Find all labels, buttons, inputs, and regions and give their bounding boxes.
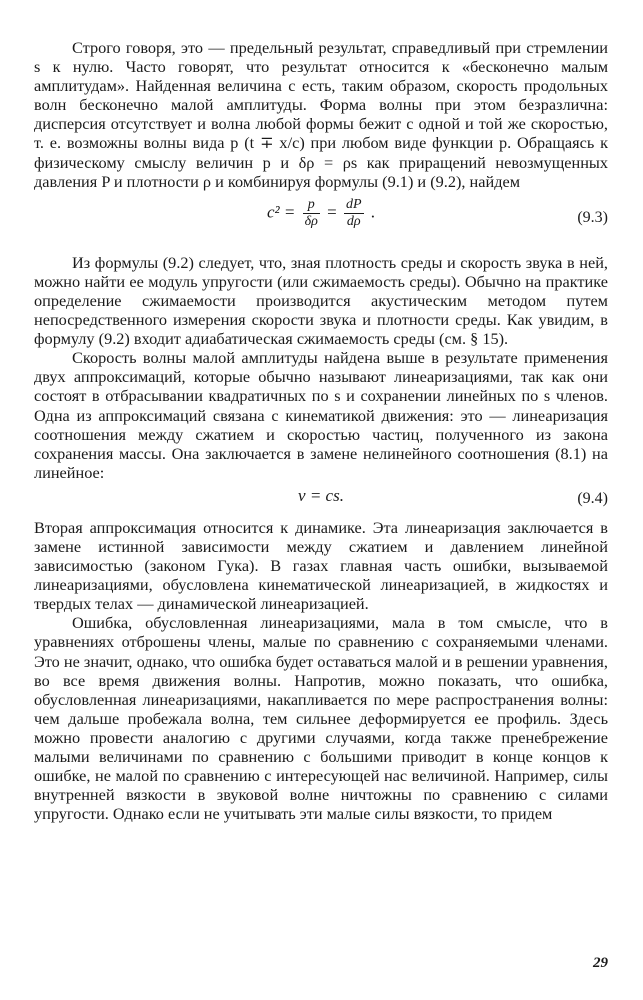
paragraph-3: Скорость волны малой амплитуды найдена выше в результате применения двух аппроксимаций, которые обычно называют линеаризациями, так как они состоят в отбрасывании квадратичных по s и сохранении линейных по s членов. Одна из аппроксимаций связана с кинематикой движения: это — линеаризация соотношения между сжатием и скоростью частиц, полученного из закона сохранения массы. Она заключается в замене нелинейного соотношения (8.1) на линейное: <box>34 348 608 482</box>
formula-9-3-frac-2 <box>344 197 364 230</box>
page-body <box>34 38 608 823</box>
formula-9-3-lhs: c² = <box>266 202 296 222</box>
formula-9-3-number: (9.3) <box>577 208 608 226</box>
formula-9-3-eq: = <box>327 202 337 222</box>
frac-1-denominator: δρ <box>304 213 318 229</box>
frac-2-numerator: dP <box>345 196 362 212</box>
formula-9-4 <box>34 486 608 516</box>
formula-9-3 <box>34 197 608 247</box>
formula-9-4-number: (9.4) <box>577 489 608 507</box>
paragraph-4: Вторая аппроксимация относится к динамике. Эта линеаризация заключается в замене истинной зависимости между сжатием и давлением линейной зависимостью (законом Гука). В газах главная часть ошибки, вызываемой линеаризациями, обусловлена кинематической линеаризацией, в жидкостях и твердых телах — динамической линеаризацией. <box>34 517 608 614</box>
formula-9-3-end: . <box>370 202 375 222</box>
formula-9-3-frac-1 <box>303 197 320 230</box>
frac-1-numerator: p <box>303 197 320 214</box>
paragraph-1: Строго говоря, это — предельный результат, справедливый при стремлении s к нулю. Часто говорят, что результат относится к «бесконечно малым амплитудам». Найденная величина c есть, таким образом, скорость продольных волн бесконечно малой амплитуды. Форма волны при этом безразлична: дисперсия отсутствует и волна любой формы бежит с одной и той же скоростью, т. е. возможны волны вида p (t ∓ x/c) при любом виде функции p. Обращаясь к физическому смыслу величин p и δρ = ρs как приращений невозмущенных давления P и плотности ρ и комбинируя формулы (9.1) и (9.2), найдем <box>34 38 608 191</box>
formula-9-4-expr: v = cs. <box>298 485 344 505</box>
page-number: 29 <box>593 955 608 971</box>
paragraph-5: Ошибка, обусловленная линеаризациями, мала в том смысле, что в уравнениях отброшены члены, малые по сравнению с сохраняемыми членами. Это не значит, однако, что ошибка будет оставаться малой и в решении уравнения, во все время движения волны. Напротив, можно показать, что ошибка, обусловленная линеаризациями, накапливается по мере распространения волны: чем дальше пробежала волна, тем сильнее деформируется ее профиль. Здесь можно провести аналогию с другими случаями, когда также пренебрежение малыми величинами по сравнению с большими приводит в конце концов к ошибке, не малой по сравнению с интересующей нас величиной. Например, силы внутренней вязкости в звуковой волне ничтожны по сравнению с силами упругости. Однако если не учитывать эти малые силы вязкости, то придем <box>34 613 608 824</box>
paragraph-2: Из формулы (9.2) следует, что, зная плотность среды и скорость звука в ней, можно найти ее модуль упругости (или сжимаемость среды). Обычно на практике определение сжимаемости производится акустическим методом путем непосредственного измерения скорости звука и плотности среды. Как увидим, в формулу (9.2) входит адиабатическая сжимаемость среды (см. § 15). <box>34 252 608 349</box>
frac-2-denominator: dρ <box>346 213 361 229</box>
